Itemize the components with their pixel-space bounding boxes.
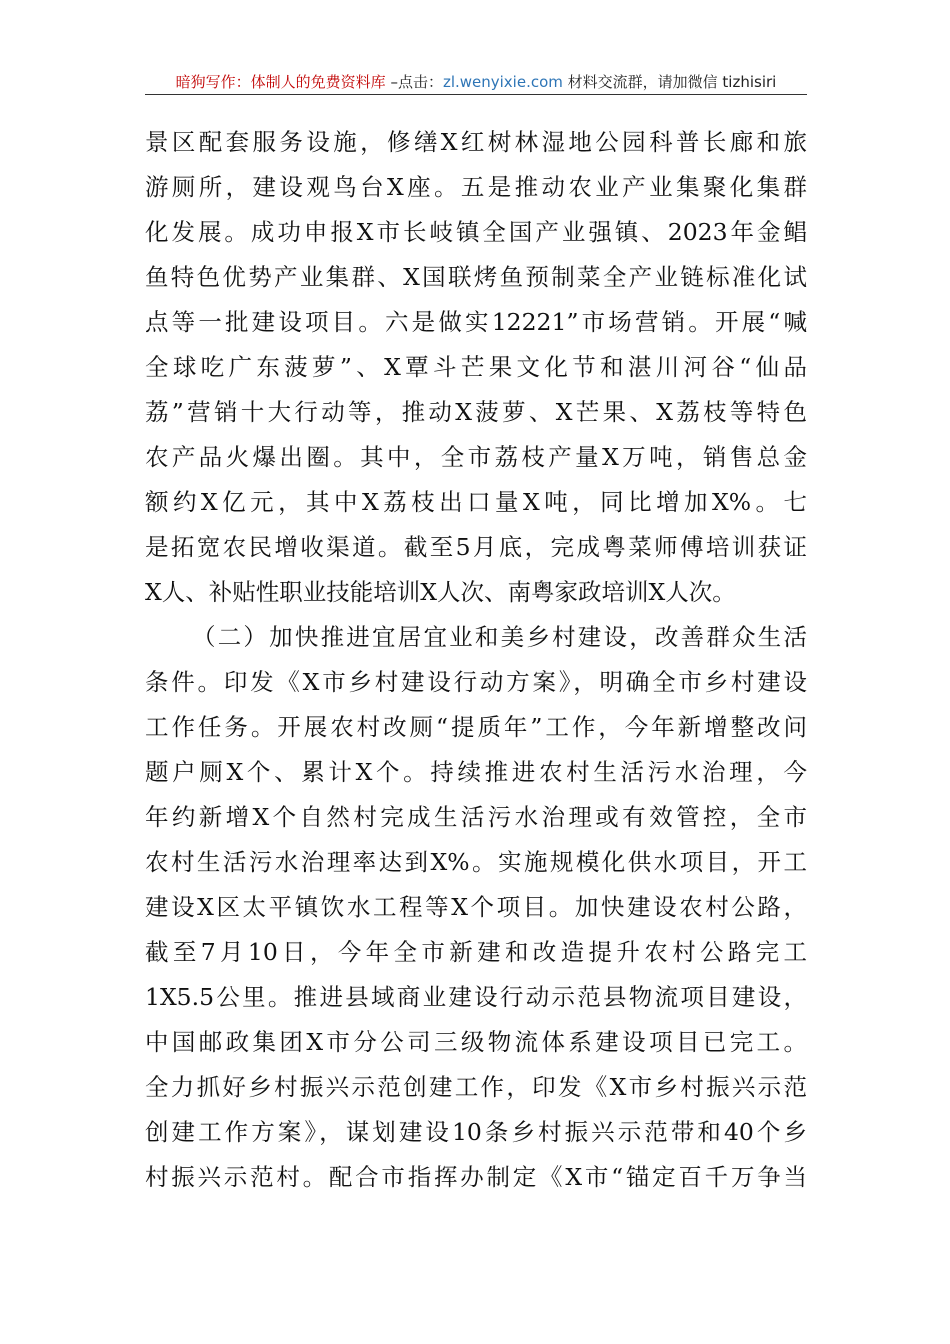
body-line: 点等一批建设项目。六是做实12221”市场营销。开展“喊 (145, 308, 807, 336)
body-line: 农村生活污水治理率达到X%。实施规模化供水项目，开工 (145, 848, 807, 876)
body-line: 题户厕X个、累计X个。持续推进农村生活污水治理，今 (145, 758, 807, 786)
body-line: 建设X区太平镇饮水工程等X个项目。加快建设农村公路， (145, 893, 807, 921)
body-line: 是拓宽农民增收渠道。截至5月底，完成粤菜师傅培训获证 (145, 533, 807, 561)
body-line: 全力抓好乡村振兴示范创建工作，印发《X市乡村振兴示范 (145, 1073, 807, 1101)
body-line: 农产品火爆出圈。其中，全市荔枝产量X万吨，销售总金 (145, 443, 807, 471)
body-line: 全球吃广东菠萝”、X覃斗芒果文化节和湛川河谷“仙品 (145, 353, 807, 381)
body-line: 年约新增X个自然村完成生活污水治理或有效管控，全市 (145, 803, 807, 831)
page-header (145, 70, 807, 95)
body-line: 1X5.5公里。推进县域商业建设行动示范县物流项目建设， (145, 983, 807, 1011)
body-line: 游厕所，建设观鸟台X座。五是推动农业产业集聚化集群 (145, 173, 807, 201)
body-line: 鱼特色优势产业集群、X国联烤鱼预制菜全产业链标准化试 (145, 263, 807, 291)
body-line: 荔”营销十大行动等，推动X菠萝、X芒果、X荔枝等特色 (145, 398, 807, 426)
body-line: 村振兴示范村。配合市指挥办制定《X市“锚定百千万争当 (145, 1163, 807, 1191)
document-body (145, 120, 807, 1200)
header-link[interactable]: zl.wenyixie.com (442, 73, 563, 91)
header-click-text: –点击： (385, 73, 443, 91)
body-line: 条件。印发《X市乡村建设行动方案》，明确全市乡村建设 (145, 668, 807, 696)
body-line: 截至7月10日，今年全市新建和改造提升农村公路完工 (145, 938, 807, 966)
body-line: 景区配套服务设施，修缮X红树林湿地公园科普长廊和旅 (145, 128, 807, 156)
body-line: X人、补贴性职业技能培训X人次、南粤家政培训X人次。 (145, 578, 736, 606)
body-line: 中国邮政集团X市分公司三级物流体系建设项目已完工。 (145, 1028, 807, 1056)
body-line: 工作任务。开展农村改厕“提质年”工作，今年新增整改问 (145, 713, 807, 741)
body-line: 化发展。成功申报X市长岐镇全国产业强镇、2023年金鲳 (145, 218, 807, 246)
header-contact: 材料交流群，请加微信 tizhisiri (562, 73, 777, 91)
header-site-title: 暗狗写作：体制人的免费资料库 (175, 73, 386, 91)
body-line: 额约X亿元，其中X荔枝出口量X吨，同比增加X%。七 (145, 488, 807, 516)
section-heading-line: （二）加快推进宜居宜业和美乡村建设，改善群众生活 (192, 623, 807, 651)
body-line: 创建工作方案》，谋划建设10条乡村振兴示范带和40个乡 (145, 1118, 807, 1146)
